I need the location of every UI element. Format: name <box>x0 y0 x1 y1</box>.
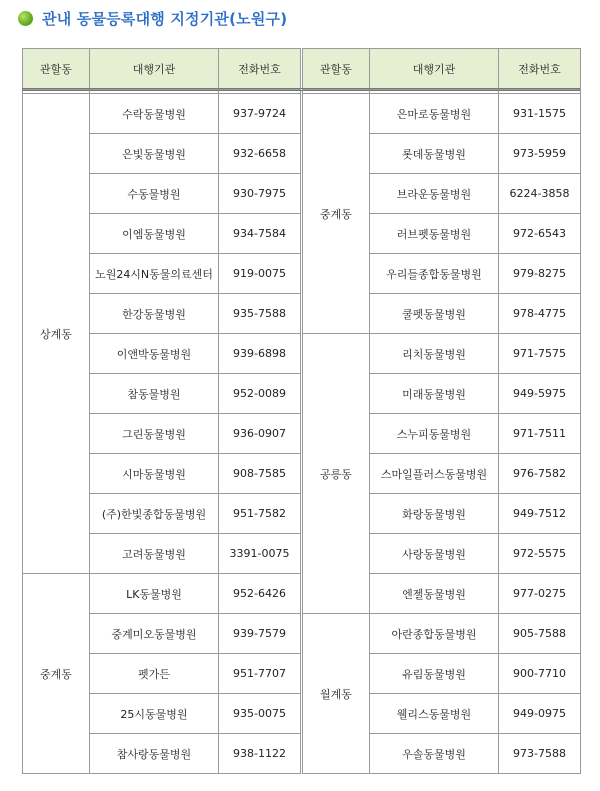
phone-cell: 952-6426 <box>219 574 301 614</box>
header-agency: 대행기관 <box>370 49 499 90</box>
green-bullet-icon <box>18 11 33 26</box>
agency-cell: 우리들종합동물병원 <box>370 254 499 294</box>
agency-cell: 고려동물병원 <box>90 534 219 574</box>
agency-cell: 수동물병원 <box>90 174 219 214</box>
phone-cell: 900-7710 <box>499 654 581 694</box>
phone-cell: 938-1122 <box>219 734 301 774</box>
header-agency: 대행기관 <box>90 49 219 90</box>
table-row <box>303 334 581 374</box>
agency-cell: 브라운동물병원 <box>370 174 499 214</box>
header-district: 관할동 <box>23 49 90 90</box>
phone-cell: 972-5575 <box>499 534 581 574</box>
phone-cell: 973-5959 <box>499 134 581 174</box>
phone-cell: 971-7575 <box>499 334 581 374</box>
phone-cell: 977-0275 <box>499 574 581 614</box>
phone-cell: 976-7582 <box>499 454 581 494</box>
agency-cell: 스누피동물병원 <box>370 414 499 454</box>
phone-cell: 932-6658 <box>219 134 301 174</box>
phone-cell: 973-7588 <box>499 734 581 774</box>
agency-cell: 노원24시N동물의료센터 <box>90 254 219 294</box>
phone-cell: 6224-3858 <box>499 174 581 214</box>
agency-cell: 수락동물병원 <box>90 94 219 134</box>
agency-cell: 미래동물병원 <box>370 374 499 414</box>
header-divider <box>22 88 580 91</box>
agency-cell: 유림동물병원 <box>370 654 499 694</box>
agency-cell: 은빛동물병원 <box>90 134 219 174</box>
agency-cell: 중계미오동물병원 <box>90 614 219 654</box>
agency-cell: (주)한빛종합동물병원 <box>90 494 219 534</box>
phone-cell: 934-7584 <box>219 214 301 254</box>
district-cell: 중계동 <box>303 94 370 334</box>
table-row <box>303 614 581 654</box>
page-title: 관내 동물등록대행 지정기관(노원구) <box>42 9 288 28</box>
left-agency-table <box>22 48 301 774</box>
agency-cell: 25시동물병원 <box>90 694 219 734</box>
table-row <box>303 94 581 134</box>
agency-cell: 그린동물병원 <box>90 414 219 454</box>
phone-cell: 935-7588 <box>219 294 301 334</box>
phone-cell: 951-7582 <box>219 494 301 534</box>
phone-cell: 935-0075 <box>219 694 301 734</box>
agency-cell: 한강동물병원 <box>90 294 219 334</box>
right-agency-table <box>302 48 581 774</box>
phone-cell: 905-7588 <box>499 614 581 654</box>
phone-cell: 931-1575 <box>499 94 581 134</box>
district-cell: 월계동 <box>303 614 370 774</box>
agency-cell: 엔젤동물병원 <box>370 574 499 614</box>
agency-cell: 은마로동물병원 <box>370 94 499 134</box>
table-row <box>23 94 301 134</box>
agency-cell: 참동물병원 <box>90 374 219 414</box>
agency-cell: LK동물병원 <box>90 574 219 614</box>
table-row <box>23 574 301 614</box>
phone-cell: 930-7975 <box>219 174 301 214</box>
phone-cell: 949-7512 <box>499 494 581 534</box>
agency-cell: 이엠동물병원 <box>90 214 219 254</box>
agency-cell: 쿨펫동물병원 <box>370 294 499 334</box>
agency-cell: 스마일플러스동물병원 <box>370 454 499 494</box>
agency-cell: 펫가든 <box>90 654 219 694</box>
agency-cell: 화랑동물병원 <box>370 494 499 534</box>
phone-cell: 978-4775 <box>499 294 581 334</box>
header-phone: 전화번호 <box>219 49 301 90</box>
phone-cell: 951-7707 <box>219 654 301 694</box>
district-cell: 상계동 <box>23 94 90 574</box>
phone-cell: 971-7511 <box>499 414 581 454</box>
phone-cell: 939-6898 <box>219 334 301 374</box>
phone-cell: 979-8275 <box>499 254 581 294</box>
agency-cell: 사랑동물병원 <box>370 534 499 574</box>
header-phone: 전화번호 <box>499 49 581 90</box>
agency-cell: 시마동물병원 <box>90 454 219 494</box>
header-district: 관할동 <box>303 49 370 90</box>
agency-cell: 리치동물병원 <box>370 334 499 374</box>
phone-cell: 972-6543 <box>499 214 581 254</box>
phone-cell: 3391-0075 <box>219 534 301 574</box>
phone-cell: 952-0089 <box>219 374 301 414</box>
phone-cell: 949-0975 <box>499 694 581 734</box>
agency-cell: 참사랑동물병원 <box>90 734 219 774</box>
agency-cell: 롯데동물병원 <box>370 134 499 174</box>
title-row <box>18 6 287 30</box>
agency-cell: 우솔동물병원 <box>370 734 499 774</box>
district-cell: 공릉동 <box>303 334 370 614</box>
phone-cell: 949-5975 <box>499 374 581 414</box>
phone-cell: 937-9724 <box>219 94 301 134</box>
agency-cell: 이앤박동물병원 <box>90 334 219 374</box>
phone-cell: 936-0907 <box>219 414 301 454</box>
agency-cell: 웰리스동물병원 <box>370 694 499 734</box>
agency-cell: 러브펫동물병원 <box>370 214 499 254</box>
phone-cell: 919-0075 <box>219 254 301 294</box>
agency-cell: 아란종합동물병원 <box>370 614 499 654</box>
phone-cell: 939-7579 <box>219 614 301 654</box>
phone-cell: 908-7585 <box>219 454 301 494</box>
district-cell: 중계동 <box>23 574 90 774</box>
